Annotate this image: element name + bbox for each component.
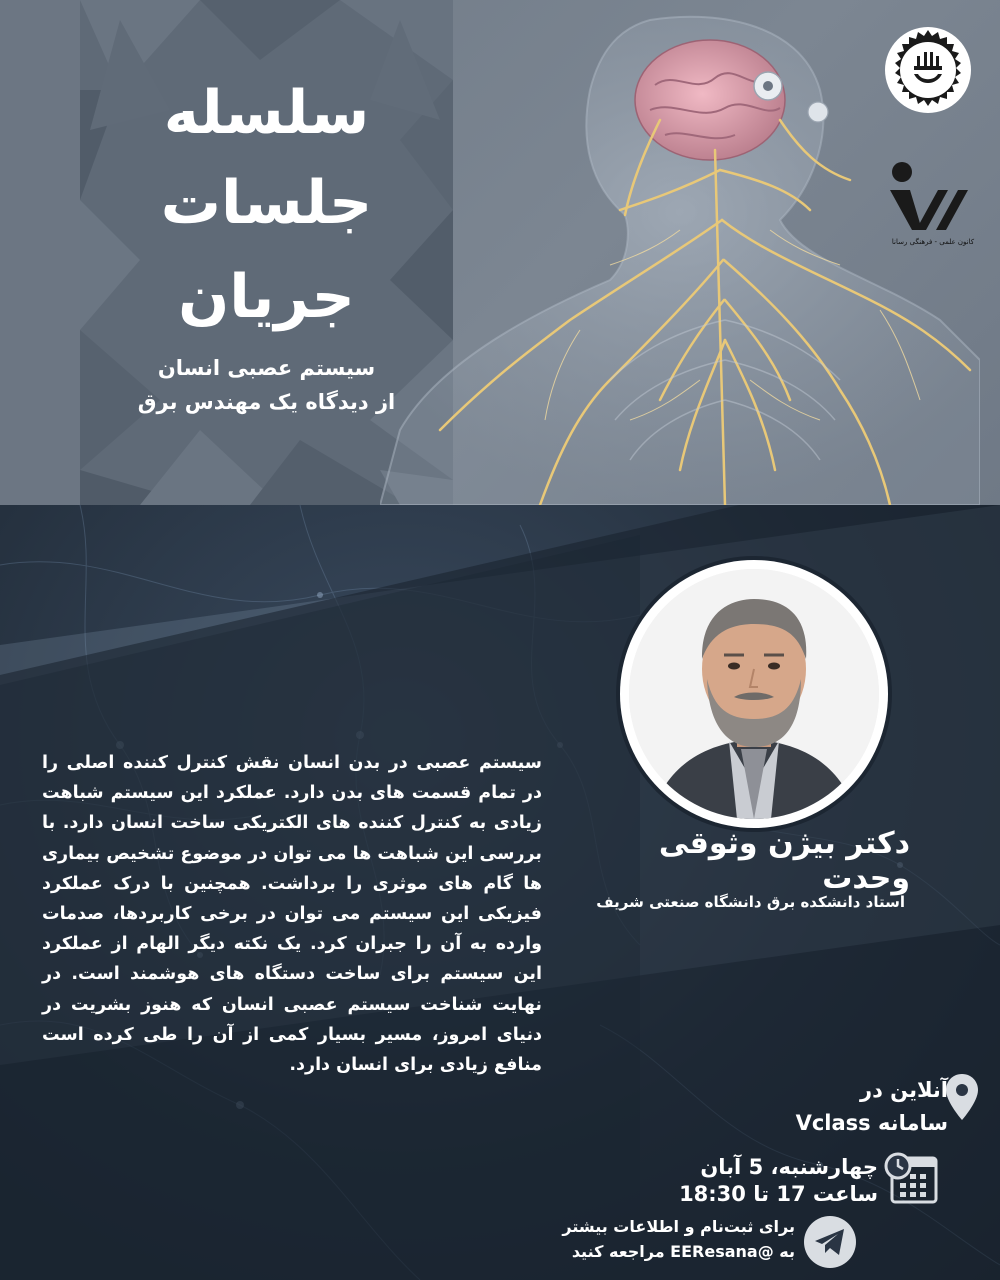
title-line-3: جریان	[178, 262, 355, 332]
organizer-label: کانون علمی - فرهنگی رسانا	[891, 238, 975, 246]
title-line-1: سلسله	[163, 78, 370, 148]
subtitle-line-1: سیستم عصبی انسان	[157, 356, 376, 380]
title-line-2: جلسات	[160, 168, 373, 238]
location-line-1: آنلاین در	[860, 1078, 948, 1102]
event-datetime	[640, 1154, 878, 1208]
event-date: چهارشنبه، 5 آبان	[700, 1155, 878, 1179]
left-strip	[0, 0, 80, 505]
speaker-name: دکتر بیژن وثوقی وحدت	[658, 826, 910, 896]
speaker-portrait	[629, 569, 879, 819]
event-description: سیستم عصبی در بدن انسان نقش کنترل کننده اصلی را در تمام قسمت های بدن دارد. عملکرد این سیستم شباهت زیادی به کنترل کننده های الکتریکی ساخت انسان دارد. با بررسی این شباهت ها می توان در موضوع تشخیص بیماری ها گام های موثری را برداشت. همچنین با درک عملکرد فیزیکی این سیستم می توان در برخی کاربردها، صدمات وارده به آن را جبران کرد. یک نکته دیگر الهام از عملکرد این سیستم برای ساخت دستگاه های هوشمند است. در نهایت شناخت سیستم عصبی انسان که هنوز بشریت در دنیای امروز، مسیر بسیار کمی از آن را طی کرده است منافع زیادی برای انسان دارد.	[42, 753, 542, 1076]
contact-line-1: برای ثبت‌نام و اطلاعات بیشتر	[562, 1217, 795, 1236]
location-line-2: سامانه Vclass	[795, 1111, 948, 1135]
event-time: ساعت 17 تا 18:30	[679, 1182, 878, 1206]
header-section	[0, 0, 1000, 505]
subtitle-line-2: از دیدگاه یک مهندس برق	[137, 390, 396, 414]
sharif-university-logo-icon	[884, 26, 972, 114]
event-location	[780, 1074, 948, 1140]
event-contact	[520, 1214, 795, 1264]
speaker-affiliation: استاد دانشکده برق دانشگاه صنعتی شریف	[596, 893, 905, 911]
calendar-clock-icon	[884, 1150, 938, 1206]
speaker-photo	[629, 569, 879, 819]
contact-line-2[interactable]: به @EEResana مراجعه کنید	[571, 1242, 795, 1261]
telegram-icon[interactable]	[802, 1214, 858, 1270]
location-pin-icon	[944, 1072, 980, 1122]
